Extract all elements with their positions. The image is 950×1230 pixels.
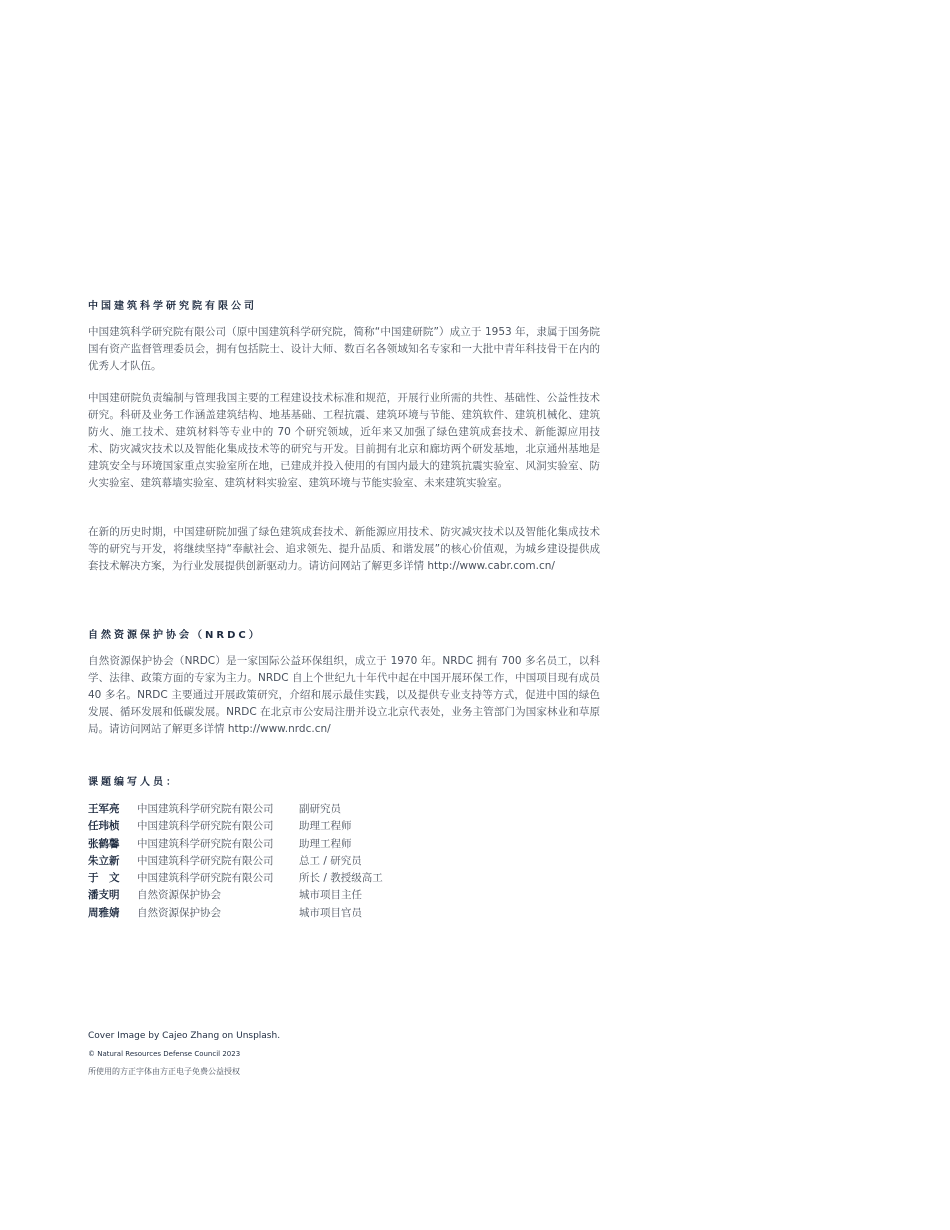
staff-name: 周雅婧 — [88, 906, 120, 919]
staff-role: 城市项目主任 — [299, 889, 362, 902]
table-row — [88, 870, 383, 887]
staff-section-title: 课题编写人员： — [88, 777, 179, 788]
staff-name: 任玮桢 — [88, 820, 120, 833]
table-row — [88, 836, 383, 853]
staff-table — [88, 801, 383, 922]
staff-role: 副研究员 — [299, 803, 341, 815]
staff-org: 自然资源保护协会 — [137, 889, 221, 902]
table-row — [88, 887, 383, 904]
staff-org: 自然资源保护协会 — [137, 906, 221, 919]
cabr-section-title: 中国建筑科学研究院有限公司 — [88, 301, 257, 312]
staff-org: 中国建筑科学研究院有限公司 — [137, 854, 274, 867]
staff-name: 张鹤馨 — [88, 837, 120, 850]
table-row — [88, 905, 383, 922]
cabr-paragraph-3: 在新的历史时期，中国建研院加强了绿色建筑成套技术、新能源应用技术、防灾减灾技术以及智能化集成技术等的研究与开发，将继续坚持“奉献社会、追求领先、提升品质、和谐发展”的核心价值观，为城乡建设提供成套技术解决方案，为行业发展提供创新驱动力。请访问网站了解更多详情 http://www.cabr.com.cn/ — [88, 526, 600, 572]
staff-name: 王军亮 — [88, 803, 120, 815]
staff-role: 城市项目官员 — [299, 906, 362, 919]
staff-name: 于 文 — [88, 872, 120, 885]
table-row — [88, 801, 383, 818]
staff-org: 中国建筑科学研究院有限公司 — [137, 820, 274, 833]
nrdc-section-title: 自然资源保护协会（NRDC） — [88, 630, 262, 641]
staff-org: 中国建筑科学研究院有限公司 — [137, 837, 274, 850]
staff-name: 朱立新 — [88, 854, 120, 867]
font-license-notice: 所使用的方正字体由方正电子免费公益授权 — [88, 1067, 240, 1076]
nrdc-paragraph: 自然资源保护协会（NRDC）是一家国际公益环保组织，成立于 1970 年。NRDC 拥有 700 多名员工，以科学、法律、政策方面的专家为主力。NRDC 自上个世纪九十年代中起在中国开展环保工作，中国项目现有成员 40 多名。NRDC 主要通过开展政策研究，介绍和展示最佳实践，以及提供专业支持等方式，促进中国的绿色发展、循环发展和低碳发展。NRDC 在北京市公安局注册并设立北京代表处，业务主管部门为国家林业和草原局。请访问网站了解更多详情 http://www.nrdc.cn/ — [88, 655, 600, 735]
copyright-notice: © Natural Resources Defense Council 2023 — [88, 1050, 241, 1058]
staff-role: 助理工程师 — [299, 837, 352, 850]
staff-org: 中国建筑科学研究院有限公司 — [137, 803, 274, 815]
cabr-paragraph-1: 中国建筑科学研究院有限公司（原中国建筑科学研究院，简称“中国建研院”）成立于 1953 年，隶属于国务院国有资产监督管理委员会，拥有包括院士、设计大师、数百名各领域知名专家和一大批中青年科技骨干在内的优秀人才队伍。 — [88, 326, 600, 372]
staff-name: 潘支明 — [88, 889, 120, 902]
table-row — [88, 853, 383, 870]
staff-role: 所长 / 教授级高工 — [299, 872, 383, 885]
staff-role: 助理工程师 — [299, 820, 352, 833]
staff-org: 中国建筑科学研究院有限公司 — [137, 872, 274, 885]
staff-role: 总工 / 研究员 — [299, 854, 362, 867]
table-row — [88, 818, 383, 835]
cover-image-credit: Cover Image by Cajeo Zhang on Unsplash. — [88, 1031, 281, 1041]
cabr-paragraph-2: 中国建研院负责编制与管理我国主要的工程建设技术标准和规范，开展行业所需的共性、基础性、公益性技术研究。科研及业务工作涵盖建筑结构、地基基础、工程抗震、建筑环境与节能、建筑软件、建筑机械化、建筑防火、施工技术、建筑材料等专业中的 70 个研究领域，近年来又加强了绿色建筑成套技术、新能源应用技术、防灾减灾技术以及智能化集成技术等的研究与开发。目前拥有北京和廊坊两个研发基地，北京通州基地是建筑安全与环境国家重点实验室所在地，已建成并投入使用的有国内最大的建筑抗震实验室、风洞实验室、防火实验室、建筑幕墙实验室、建筑材料实验室、建筑环境与节能实验室、未来建筑实验室。 — [88, 392, 600, 489]
